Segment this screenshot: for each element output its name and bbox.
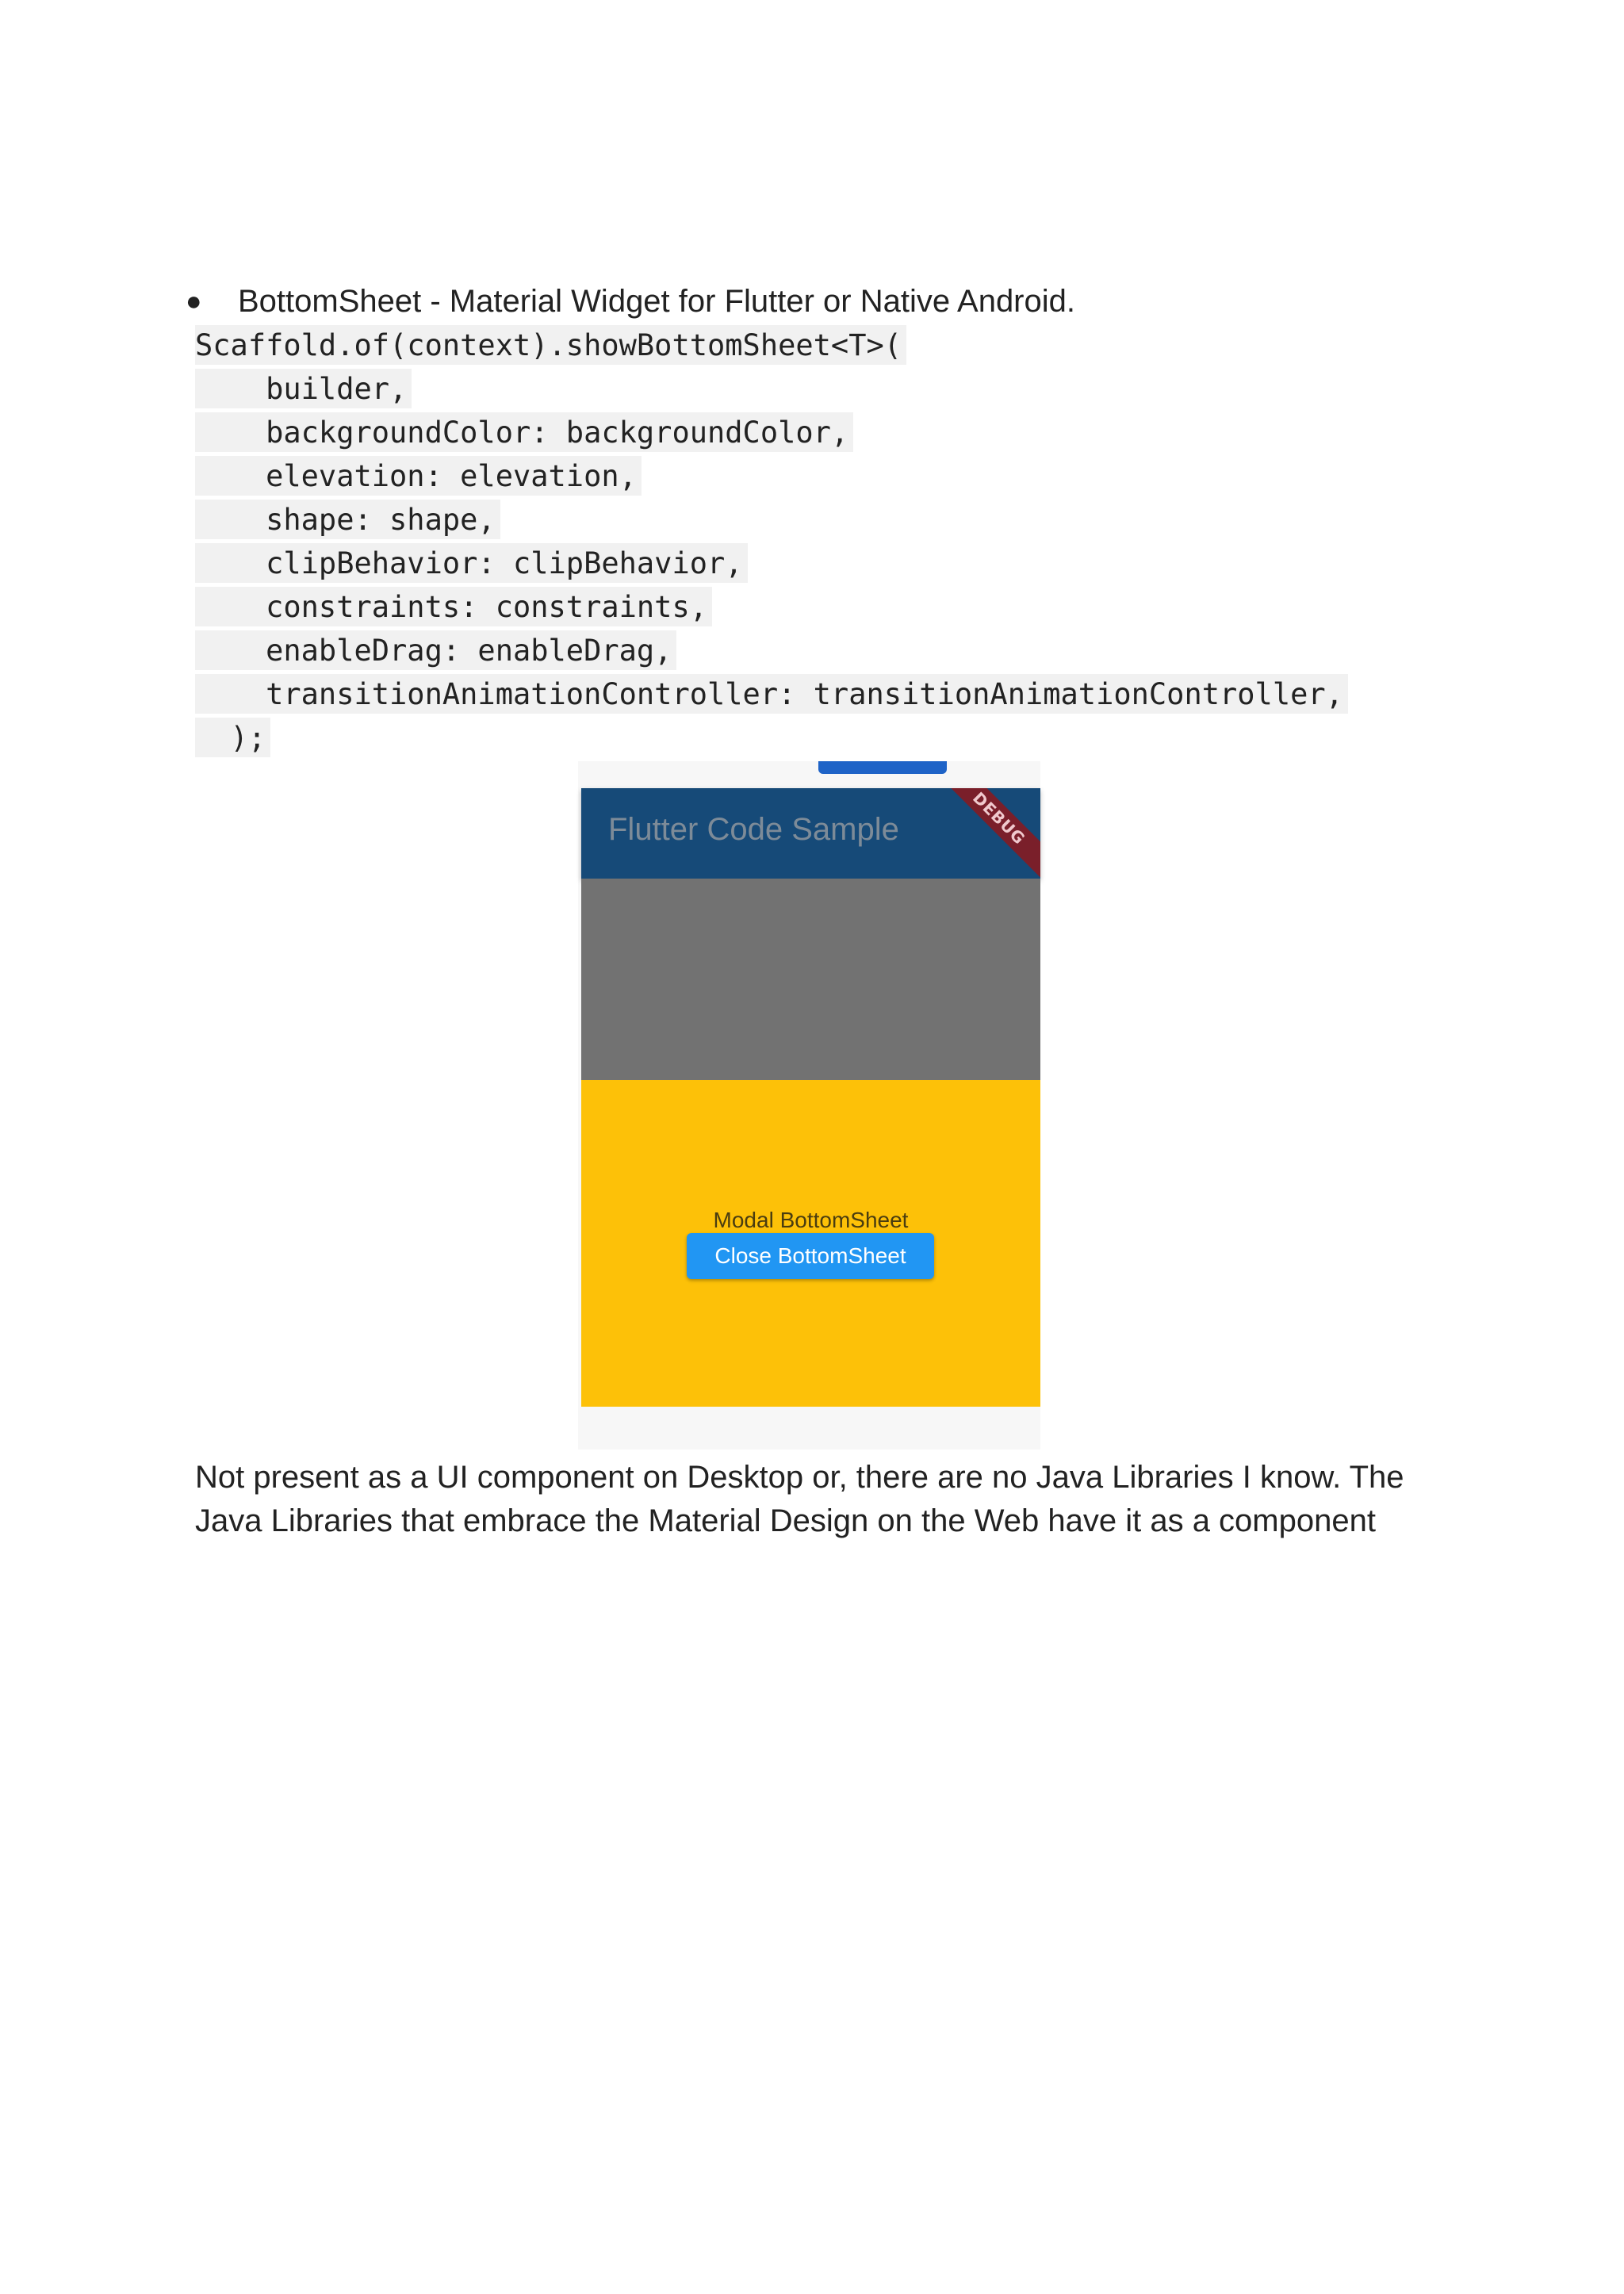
figure-app-bar bbox=[581, 788, 1040, 879]
figure-top-button bbox=[818, 761, 947, 774]
code-line: enableDrag: enableDrag, bbox=[195, 629, 1348, 672]
figure-bottom-sheet bbox=[581, 1080, 1040, 1407]
code-line: elevation: elevation, bbox=[195, 454, 1348, 498]
paragraph-line: Java Libraries that embrace the Material Design on the Web have it as a component bbox=[195, 1503, 1376, 1538]
code-line: ); bbox=[195, 716, 1348, 760]
figure-app-title: Flutter Code Sample bbox=[608, 812, 899, 847]
bullet-item bbox=[186, 279, 1075, 324]
code-line: shape: shape, bbox=[195, 498, 1348, 542]
debug-banner: DEBUG bbox=[929, 788, 1040, 879]
flutter-screenshot-figure bbox=[578, 761, 1040, 1450]
code-block bbox=[195, 324, 1348, 760]
code-line: constraints: constraints, bbox=[195, 585, 1348, 629]
code-line: transitionAnimationController: transitionAnimationController, bbox=[195, 672, 1348, 716]
code-line: builder, bbox=[195, 367, 1348, 411]
code-line: Scaffold.of(context).showBottomSheet<T>( bbox=[195, 324, 1348, 367]
bullet-text: BottomSheet - Material Widget for Flutter or Native Android. bbox=[238, 284, 1075, 319]
figure-modal-scrim bbox=[581, 879, 1040, 1080]
bullet-icon: ● bbox=[186, 286, 202, 316]
close-bottom-sheet-button: Close BottomSheet bbox=[687, 1233, 934, 1279]
code-line: clipBehavior: clipBehavior, bbox=[195, 542, 1348, 585]
paragraph-line: Not present as a UI component on Desktop or, there are no Java Libraries I know. The bbox=[195, 1460, 1404, 1495]
code-line: backgroundColor: backgroundColor, bbox=[195, 411, 1348, 454]
body-paragraph bbox=[195, 1456, 1432, 1543]
bottom-sheet-label: Modal BottomSheet bbox=[713, 1208, 909, 1232]
